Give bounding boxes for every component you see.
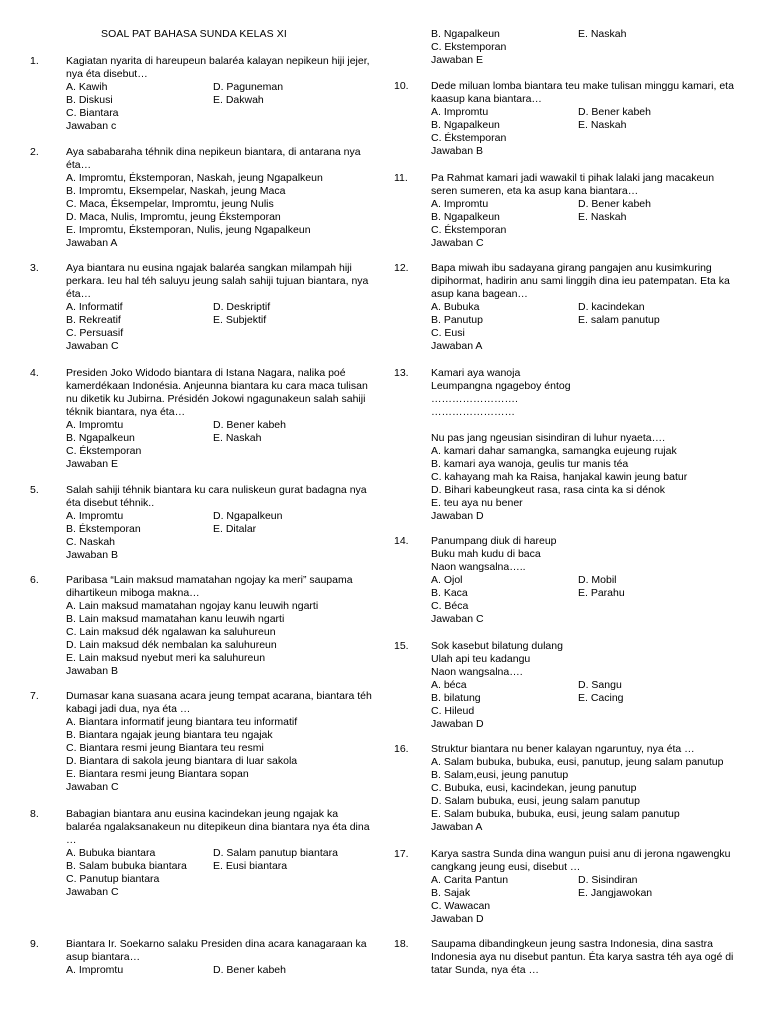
answer-option: D. Salam panutup biantara bbox=[213, 847, 338, 859]
answer-option: E. Eusi biantara bbox=[213, 860, 288, 872]
question-stem-line: éta… bbox=[66, 288, 92, 300]
option-c: C. Ekstemporan bbox=[431, 41, 507, 53]
option-row bbox=[66, 847, 372, 860]
answer-key: Jawaban c bbox=[66, 120, 117, 132]
question-stem-line: Aya sababaraha téhnik dina nepikeun biantara, di antarana nya bbox=[66, 146, 361, 158]
answer-option: C. Ékstemporan bbox=[431, 132, 507, 144]
answer-option: B. Lain maksud mamatahan kanu leuwih ngarti bbox=[66, 613, 285, 625]
question-number: 2. bbox=[30, 146, 39, 158]
answer-option: D. Paguneman bbox=[213, 81, 284, 93]
question-number: 13. bbox=[394, 367, 409, 379]
option-e: E. Naskah bbox=[578, 28, 627, 40]
answer-option: C. Persuasif bbox=[66, 327, 124, 339]
answer-option: A. Kawih bbox=[66, 81, 108, 93]
answer-option: A. Bubuka bbox=[431, 301, 480, 313]
question-stem-line: asup kana bagean… bbox=[431, 288, 528, 300]
answer-option: C. Ékstemporan bbox=[431, 224, 507, 236]
question-body bbox=[66, 146, 372, 250]
question-stem-line: dihartikeun miboga makna… bbox=[66, 587, 200, 599]
option-row bbox=[431, 679, 751, 692]
answer-option: E. Subjektif bbox=[213, 314, 267, 326]
answer-option: D. Biantara di sakola jeung biantara di luar sakola bbox=[66, 755, 298, 767]
answer-option: C. Naskah bbox=[66, 536, 116, 548]
option-row bbox=[431, 198, 751, 211]
question-stem-line: Babagian biantara anu eusina kacindekan jeung ngajak ka bbox=[66, 808, 339, 820]
answer-option: A. kamari dahar samangka, samangka eujeung rujak bbox=[431, 445, 677, 457]
question-number: 6. bbox=[30, 574, 39, 586]
question-stem-line: Naon wangsalna….. bbox=[431, 561, 526, 573]
answer-key: Jawaban B bbox=[66, 665, 118, 677]
answer-option: B. Ngapalkeun bbox=[431, 211, 500, 223]
answer-option: A. béca bbox=[431, 679, 467, 691]
answer-option: D. Mobil bbox=[578, 574, 617, 586]
answer-key: Jawaban D bbox=[431, 913, 484, 925]
answer-option: B. Rekreatif bbox=[66, 314, 121, 326]
question-number: 14. bbox=[394, 535, 409, 547]
question-stem-line: Leumpangna ngageboy éntog bbox=[431, 380, 571, 392]
option-row bbox=[431, 301, 751, 314]
question-stem-line: Karya sastra Sunda dina wangun puisi anu di jerona ngawengku bbox=[431, 848, 731, 860]
question-body bbox=[66, 367, 372, 471]
option-row bbox=[66, 964, 372, 977]
answer-key: Jawaban A bbox=[66, 237, 118, 249]
question-stem-line: kamerdékaan Indonésia. Anjeunna biantara ku cara maca tulisan bbox=[66, 380, 368, 392]
option-row bbox=[66, 314, 372, 327]
answer-option: C. Ékstemporan bbox=[66, 445, 142, 457]
option-row bbox=[431, 119, 751, 132]
question-body bbox=[431, 367, 751, 523]
answer-key: Jawaban C bbox=[431, 613, 484, 625]
option-row bbox=[66, 301, 372, 314]
option-row bbox=[66, 107, 372, 120]
option-row bbox=[431, 314, 751, 327]
question-body bbox=[66, 690, 372, 794]
answer-option: A. Impromtu, Ékstemporan, Naskah, jeung Ngapalkeun bbox=[66, 172, 323, 184]
question-stem-line: téknik biantara, nya éta… bbox=[66, 406, 186, 418]
question-stem-line: Indonesia aya nu disebut pantun. Éta karya sastra téh aya ogé di bbox=[431, 951, 734, 963]
option-row bbox=[431, 28, 751, 41]
answer-option: D. Ngapalkeun bbox=[213, 510, 283, 522]
answer-option: A. Impromtu bbox=[66, 510, 124, 522]
question-stem-line: … bbox=[66, 834, 77, 846]
question-body bbox=[431, 535, 751, 626]
answer-option: E. Dakwah bbox=[213, 94, 264, 106]
question-number: 12. bbox=[394, 262, 409, 274]
option-row bbox=[431, 106, 751, 119]
option-row bbox=[66, 81, 372, 94]
question-stem-line: Naon wangsalna…. bbox=[431, 666, 523, 678]
answer-option: B. Panutup bbox=[431, 314, 483, 326]
answer-option: D. Maca, Nulis, Impromtu, jeung Ékstemporan bbox=[66, 211, 281, 223]
option-row bbox=[66, 510, 372, 523]
answer-option: E. Salam bubuka, bubuka, eusi, jeung salam panutup bbox=[431, 808, 680, 820]
option-row bbox=[431, 574, 751, 587]
answer-option: D. Deskriptif bbox=[213, 301, 271, 313]
option-row bbox=[66, 860, 372, 873]
question-stem-line: Dumasar kana suasana acara jeung tempat acarana, biantara téh bbox=[66, 690, 372, 702]
answer-option: C. Béca bbox=[431, 600, 469, 612]
question-body bbox=[431, 848, 751, 926]
option-row bbox=[431, 900, 751, 913]
answer-option: A. Biantara informatif jeung biantara teu informatif bbox=[66, 716, 298, 728]
question-number: 16. bbox=[394, 743, 409, 755]
answer-key: Jawaban D bbox=[431, 718, 484, 730]
question-stem-line: nya éta disebut… bbox=[66, 68, 148, 80]
answer-option: B. kamari aya wanoja, geulis tur manis téa bbox=[431, 458, 629, 470]
question-stem-line: dipihormat, hadirin anu sami linggih dina ieu patempatan. Eta ka bbox=[431, 275, 730, 287]
question-stem-line: Panumpang diuk di hareup bbox=[431, 535, 557, 547]
option-row bbox=[431, 224, 751, 237]
question-9-continuation bbox=[431, 28, 751, 67]
answer-option: D. Bener kabeh bbox=[213, 419, 286, 431]
question-body bbox=[66, 55, 372, 133]
question-stem-line: Kagiatan nyarita di hareupeun balaréa kalayan nepikeun hiji jejer, bbox=[66, 55, 370, 67]
answer-option: D. Bener kabeh bbox=[578, 198, 651, 210]
answer-option: E. Biantara resmi jeung Biantara sopan bbox=[66, 768, 249, 780]
answer-option: A. Carita Pantun bbox=[431, 874, 509, 886]
answer-option: E. Lain maksud nyebut meri ka saluhureun bbox=[66, 652, 266, 664]
option-row bbox=[431, 692, 751, 705]
question-body bbox=[431, 640, 751, 731]
answer-option: E. Naskah bbox=[213, 432, 262, 444]
question-body bbox=[66, 484, 372, 562]
option-row bbox=[431, 874, 751, 887]
question-number: 11. bbox=[394, 172, 408, 184]
question-stem-line: Salah sahiji téhnik biantara ku cara nuliskeun gurat badagna nya bbox=[66, 484, 367, 496]
question-number: 8. bbox=[30, 808, 39, 820]
answer-option: D. Bener kabeh bbox=[578, 106, 651, 118]
answer-option: C. Wawacan bbox=[431, 900, 491, 912]
question-number: 7. bbox=[30, 690, 39, 702]
answer-key: Jawaban D bbox=[431, 510, 484, 522]
option-row bbox=[431, 132, 751, 145]
question-number: 5. bbox=[30, 484, 39, 496]
question-body bbox=[66, 938, 372, 977]
question-stem-line: balaréa ngalaksanakeun nu ditepikeun dina biantara nya éta dina bbox=[66, 821, 370, 833]
question-stem-line: Saupama dibandingkeun jeung sastra Indonesia, dina sastra bbox=[431, 938, 713, 950]
answer-option: B. Impromtu, Eksempelar, Naskah, jeung Maca bbox=[66, 185, 286, 197]
answer-option: A. Impromtu bbox=[431, 106, 489, 118]
answer-option: C. kahayang mah ka Raisa, hanjakal kawin jeung batur bbox=[431, 471, 688, 483]
answer-option: A. Impromtu bbox=[66, 964, 124, 976]
question-stem-line: éta… bbox=[66, 159, 92, 171]
question-number: 18. bbox=[394, 938, 409, 950]
question-stem-line: Struktur biantara nu bener kalayan ngaruntuy, nya éta … bbox=[431, 743, 695, 755]
answer-option: E. Cacing bbox=[578, 692, 624, 704]
question-stem-line: tatar Sunda, nya éta … bbox=[431, 964, 539, 976]
option-b: B. Ngapalkeun bbox=[431, 28, 500, 40]
question-number: 1. bbox=[30, 55, 39, 67]
option-row bbox=[66, 445, 372, 458]
answer-option: E. Jangjawokan bbox=[578, 887, 653, 899]
answer-option: E. Ditalar bbox=[213, 523, 257, 535]
option-row bbox=[431, 41, 751, 54]
question-stem-line: perkara. Ieu hal téh saluyu jeung salah sahiji tujuan biantara, nya bbox=[66, 275, 369, 287]
answer-option: D. Bihari kabeungkeut rasa, rasa cinta ka si dénok bbox=[431, 484, 666, 496]
answer-option: A. Lain maksud mamatahan ngojay kanu leuwih ngarti bbox=[66, 600, 319, 612]
answer-key: Jawaban A bbox=[431, 821, 483, 833]
question-stem-line: Dede miluan lomba biantara teu make tulisan minggu kamari, eta bbox=[431, 80, 734, 92]
answer-key: Jawaban C bbox=[66, 340, 119, 352]
answer-option: B. bilatung bbox=[431, 692, 481, 704]
question-number: 10. bbox=[394, 80, 409, 92]
answer-option: B. Diskusi bbox=[66, 94, 113, 106]
question-stem-line: kaasup kana biantara… bbox=[431, 93, 542, 105]
answer-key: Jawaban C bbox=[66, 886, 119, 898]
question-stem-line: Kamari aya wanoja bbox=[431, 367, 521, 379]
question-body bbox=[431, 743, 751, 834]
option-row bbox=[66, 327, 372, 340]
answer-option: D. kacindekan bbox=[578, 301, 645, 313]
answer-option: E. Naskah bbox=[578, 211, 627, 223]
question-stem-line: asup biantara… bbox=[66, 951, 141, 963]
question-stem-line: kabagi jadi dua, nya éta … bbox=[66, 703, 191, 715]
answer-option: C. Biantara resmi jeung Biantara teu resmi bbox=[66, 742, 264, 754]
question-stem-line: Buku mah kudu di baca bbox=[431, 548, 541, 560]
question-stem-line: Nu pas jang ngeusian sisindiran di luhur nyaeta…. bbox=[431, 432, 666, 444]
question-stem-line: Sok kasebut bilatung dulang bbox=[431, 640, 563, 652]
question-body bbox=[431, 938, 751, 977]
answer-key: Jawaban C bbox=[431, 237, 484, 249]
option-row bbox=[431, 211, 751, 224]
answer-option: C. Lain maksud dék ngalawan ka saluhureun bbox=[66, 626, 276, 638]
option-row bbox=[66, 873, 372, 886]
answer-option: D. Bener kabeh bbox=[213, 964, 286, 976]
question-body bbox=[431, 172, 751, 250]
question-body bbox=[431, 80, 751, 158]
question-stem-line: Pa Rahmat kamari jadi wawakil ti pihak lalaki jang macakeun bbox=[431, 172, 715, 184]
answer-option: C. Biantara bbox=[66, 107, 119, 119]
answer-option: E. Impromtu, Ékstemporan, Nulis, jeung Ngapalkeun bbox=[66, 224, 311, 236]
answer-option: D. Salam bubuka, eusi, jeung salam panutup bbox=[431, 795, 640, 807]
option-row bbox=[431, 327, 751, 340]
answer-option: B. Salam bubuka biantara bbox=[66, 860, 187, 872]
answer-key: Jawaban B bbox=[66, 549, 118, 561]
answer-option: B. Salam,eusi, jeung panutup bbox=[431, 769, 569, 781]
question-stem-line: …………………… bbox=[431, 406, 515, 418]
answer-option: B. Sajak bbox=[431, 887, 471, 899]
answer-key: Jawaban E bbox=[66, 458, 118, 470]
answer-option: E. teu aya nu bener bbox=[431, 497, 523, 509]
answer-option: E. salam panutup bbox=[578, 314, 660, 326]
option-row bbox=[431, 587, 751, 600]
question-number: 17. bbox=[394, 848, 409, 860]
question-body bbox=[431, 262, 751, 353]
answer-option: D. Sisindiran bbox=[578, 874, 638, 886]
answer-option: A. Salam bubuka, bubuka, eusi, panutup, jeung salam panutup bbox=[431, 756, 724, 768]
answer-option: C. Maca, Éksempelar, Impromtu, jeung Nulis bbox=[66, 198, 274, 210]
question-stem-line: seren sumeren, eta ka asup kana biantara… bbox=[431, 185, 639, 197]
answer-option: B. Ngapalkeun bbox=[431, 119, 500, 131]
answer-option: C. Bubuka, eusi, kacindekan, jeung panutup bbox=[431, 782, 637, 794]
question-stem-line: Paribasa “Lain maksud mamatahan ngojay ka meri” saupama bbox=[66, 574, 353, 586]
option-row bbox=[66, 94, 372, 107]
question-stem-line bbox=[431, 419, 751, 432]
option-row bbox=[431, 600, 751, 613]
answer-option: C. Eusi bbox=[431, 327, 465, 339]
answer-option: B. Ngapalkeun bbox=[66, 432, 135, 444]
answer-option: D. Sangu bbox=[578, 679, 622, 691]
answer-key: Jawaban C bbox=[66, 781, 119, 793]
document-title: SOAL PAT BAHASA SUNDA KELAS XI bbox=[101, 28, 287, 40]
option-row bbox=[431, 887, 751, 900]
option-row bbox=[431, 705, 751, 718]
answer-option: B. Ékstemporan bbox=[66, 523, 141, 535]
question-body bbox=[66, 574, 372, 678]
question-stem-line: ……………………. bbox=[431, 393, 518, 405]
option-row bbox=[66, 536, 372, 549]
option-row bbox=[66, 432, 372, 445]
question-body bbox=[66, 808, 372, 899]
question-body bbox=[66, 262, 372, 353]
question-stem-line: Presiden Joko Widodo biantara di Istana Nagara, nalika poé bbox=[66, 367, 346, 379]
question-stem-line: Bapa miwah ibu sadayana girang pangajen anu kusimkuring bbox=[431, 262, 712, 274]
answer-option: C. Hileud bbox=[431, 705, 475, 717]
answer-option: D. Lain maksud dék nembalan ka saluhureun bbox=[66, 639, 277, 651]
question-stem-line: cangkang jeung eusi, disebut … bbox=[431, 861, 581, 873]
question-stem-line: Aya biantara nu eusina ngajak balaréa sangkan milampah hiji bbox=[66, 262, 352, 274]
question-stem-line: éta disebut téhnik.. bbox=[66, 497, 155, 509]
question-stem-line: Ulah api teu kadangu bbox=[431, 653, 531, 665]
answer-key: Jawaban E bbox=[431, 54, 483, 66]
answer-option: A. Ojol bbox=[431, 574, 463, 586]
answer-option: A. Impromtu bbox=[66, 419, 124, 431]
option-row bbox=[66, 523, 372, 536]
question-number: 3. bbox=[30, 262, 39, 274]
question-number: 15. bbox=[394, 640, 409, 652]
question-stem-line: Biantara Ir. Soekarno salaku Presiden dina acara kanagaraan ka bbox=[66, 938, 367, 950]
answer-key: Jawaban B bbox=[431, 145, 483, 157]
question-number: 9. bbox=[30, 938, 39, 950]
answer-key: Jawaban A bbox=[431, 340, 483, 352]
answer-option: B. Kaca bbox=[431, 587, 468, 599]
answer-option: B. Biantara ngajak jeung biantara teu ngajak bbox=[66, 729, 273, 741]
answer-option: E. Parahu bbox=[578, 587, 625, 599]
answer-option: A. Bubuka biantara bbox=[66, 847, 156, 859]
answer-option: A. Impromtu bbox=[431, 198, 489, 210]
answer-option: C. Panutup biantara bbox=[66, 873, 160, 885]
answer-option: A. Informatif bbox=[66, 301, 123, 313]
option-row bbox=[66, 419, 372, 432]
answer-option: E. Naskah bbox=[578, 119, 627, 131]
question-stem-line: nu diketik ku Jubirna. Présidén Jokowi ngagunakeun salah sahiji bbox=[66, 393, 366, 405]
question-number: 4. bbox=[30, 367, 39, 379]
